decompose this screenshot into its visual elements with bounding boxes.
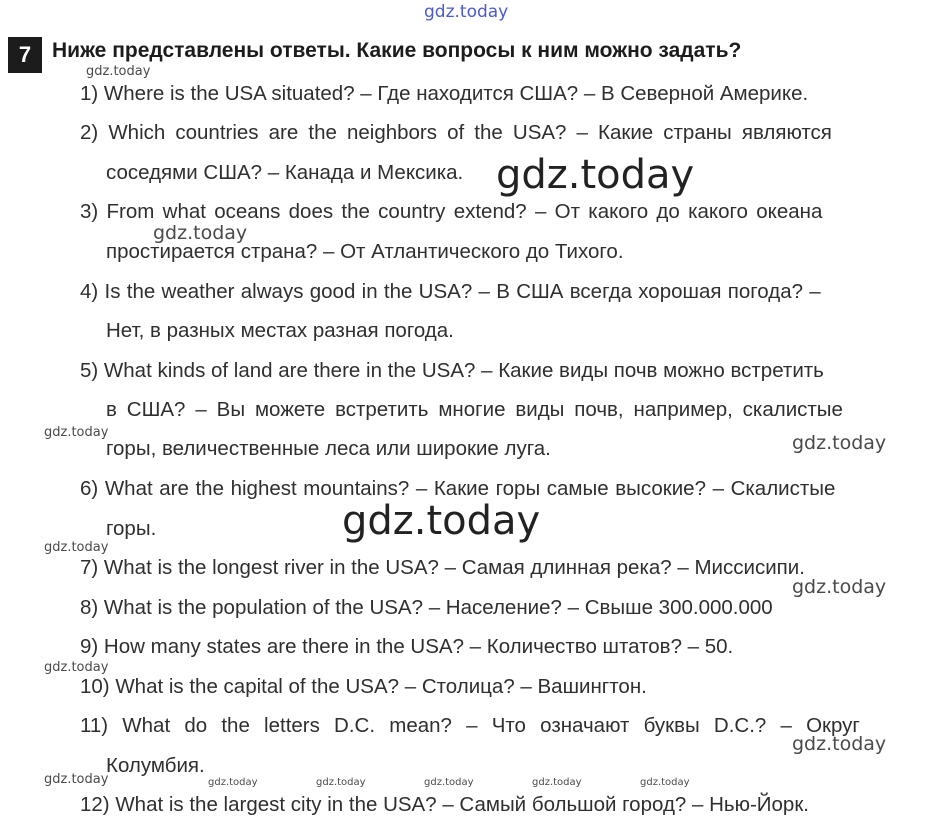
watermark: gdz.today [208, 777, 258, 788]
answer-line: 8) What is the population of the USA? – Население? – Свыше 300.000.000 [80, 596, 773, 619]
watermark: gdz.today [44, 772, 109, 787]
answer-line: горы. [106, 517, 157, 540]
watermark: gdz.today [44, 425, 109, 440]
answer-line: 4) Is the weather always good in the USA? – В США всегда хорошая погода? – [80, 280, 821, 303]
watermark: gdz.today [532, 777, 582, 788]
answer-line: 7) What is the longest river in the USA? – Самая длинная река? – Миссисипи. [80, 556, 805, 579]
answer-line: 12) What is the largest city in the USA? – Самый большой город? – Нью-Йорк. [80, 793, 809, 816]
answer-line: соседями США? – Канада и Мексика. [106, 161, 464, 184]
watermark: gdz.today [153, 222, 248, 244]
answer-line: Нет, в разных местах разная погода. [106, 319, 454, 342]
watermark-large: gdz.today [496, 152, 695, 198]
watermark: gdz.today [792, 576, 887, 598]
watermark-large: gdz.today [342, 498, 541, 544]
watermark: gdz.today [44, 660, 109, 675]
watermark: gdz.today [316, 777, 366, 788]
answer-line: 1) Where is the USA situated? – Где находится США? – В Северной Америке. [80, 82, 809, 105]
watermark: gdz.today [86, 64, 151, 79]
answer-line: в США? – Вы можете встретить многие виды почв, например, скалистые [106, 398, 843, 421]
answer-line: простирается страна? – От Атлантического до Тихого. [106, 240, 624, 263]
answer-line: Колумбия. [106, 754, 205, 777]
answer-line: 9) How many states are there in the USA? – Количество штатов? – 50. [80, 635, 734, 658]
answer-line: 11) What do the letters D.C. mean? – Что означают буквы D.C.? – Округ [80, 714, 860, 737]
watermark: gdz.today [424, 777, 474, 788]
watermark: gdz.today [792, 733, 887, 755]
answer-line: 10) What is the capital of the USA? – Столица? – Вашингтон. [80, 675, 647, 698]
task-heading: Ниже представлены ответы. Какие вопросы к ним можно задать? [52, 39, 742, 62]
answer-line: 6) What are the highest mountains? – Какие горы самые высокие? – Скалистые [80, 477, 836, 500]
answer-line: 3) From what oceans does the country extend? – От какого до какого океана [80, 200, 823, 223]
watermark: gdz.today [640, 777, 690, 788]
answer-line: 5) What kinds of land are there in the USA? – Какие виды почв можно встретить [80, 359, 824, 382]
task-number-badge: 7 [8, 37, 42, 73]
watermark: gdz.today [792, 432, 887, 454]
answer-line: горы, величественные леса или широкие луга. [106, 437, 551, 460]
answer-line: 2) Which countries are the neighbors of the USA? – Какие страны являются [80, 121, 832, 144]
watermark: gdz.today [44, 540, 109, 555]
watermark-top: gdz.today [424, 2, 509, 22]
